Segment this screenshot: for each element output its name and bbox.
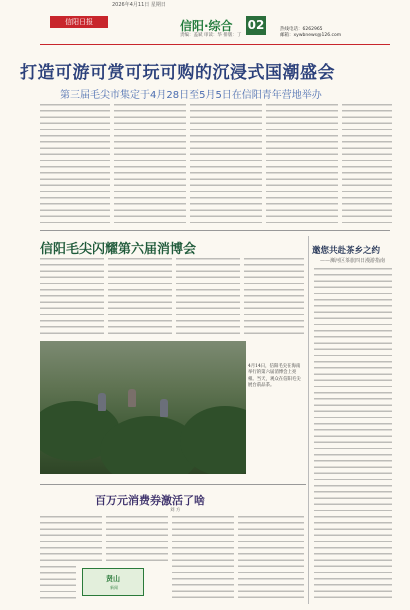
section-subtitle: 责编：盖斌 审读：华 排版：丁	[180, 33, 242, 38]
tea-body-col-4	[244, 258, 304, 338]
page-number: 02	[246, 16, 266, 35]
tea-picking-photo	[40, 341, 246, 474]
consumer-headline: 百万元消费券激活了啥	[95, 494, 205, 507]
photo-caption: 4月14日，信阳毛尖在海南举行的第六届消博会上亮相。当天，观众在信阳毛尖展台前品茶。	[248, 364, 301, 389]
tea-body-col-3	[176, 258, 240, 338]
section-title: 信阳·综合	[180, 19, 233, 33]
lead-subheadline: 第三届毛尖市集定于4月28日至5月5日在信阳青年营地举办	[60, 90, 322, 101]
consumer-body-col-3	[172, 516, 234, 600]
consumer-body-col-4	[238, 516, 304, 600]
right-column-rule	[308, 236, 309, 604]
contact-phone: 热线电话：6262965	[280, 27, 323, 32]
contact-info	[280, 27, 341, 39]
lead-body-col-2	[114, 104, 186, 224]
consumer-byline: 刘 方	[170, 508, 181, 513]
lead-body-col-4	[266, 104, 338, 224]
section-divider-2	[40, 484, 306, 485]
consumer-body-col-1	[40, 516, 102, 562]
lead-headline: 打造可游可赏可玩可购的沉浸式国潮盛会	[20, 63, 335, 83]
right-headline: 邀您共赴茶乡之约	[312, 246, 381, 256]
lead-body-col-1	[40, 104, 110, 224]
promo-label: 贤山	[106, 575, 120, 583]
consumer-body-col-1b	[40, 566, 76, 600]
section-divider	[40, 230, 390, 231]
tea-headline: 信阳毛尖闪耀第六届消博会	[40, 242, 197, 257]
right-subheadline: ——浉河区茶旅四日漫游指南	[320, 258, 386, 264]
tea-body-col-2	[108, 258, 172, 338]
consumer-body-col-2	[106, 516, 168, 562]
promo-sublabel: 新闻	[110, 585, 118, 590]
lead-body-col-3	[190, 104, 262, 224]
tea-body-col-1	[40, 258, 104, 338]
right-body	[314, 268, 392, 602]
date-line: 2026年4月11日 星期日	[112, 2, 166, 8]
lead-body-col-5	[342, 104, 392, 224]
masthead-rule	[40, 44, 390, 45]
contact-email: 邮箱：xywbnews@126.com	[280, 33, 342, 38]
newspaper-logo: 信阳日报	[50, 16, 108, 28]
